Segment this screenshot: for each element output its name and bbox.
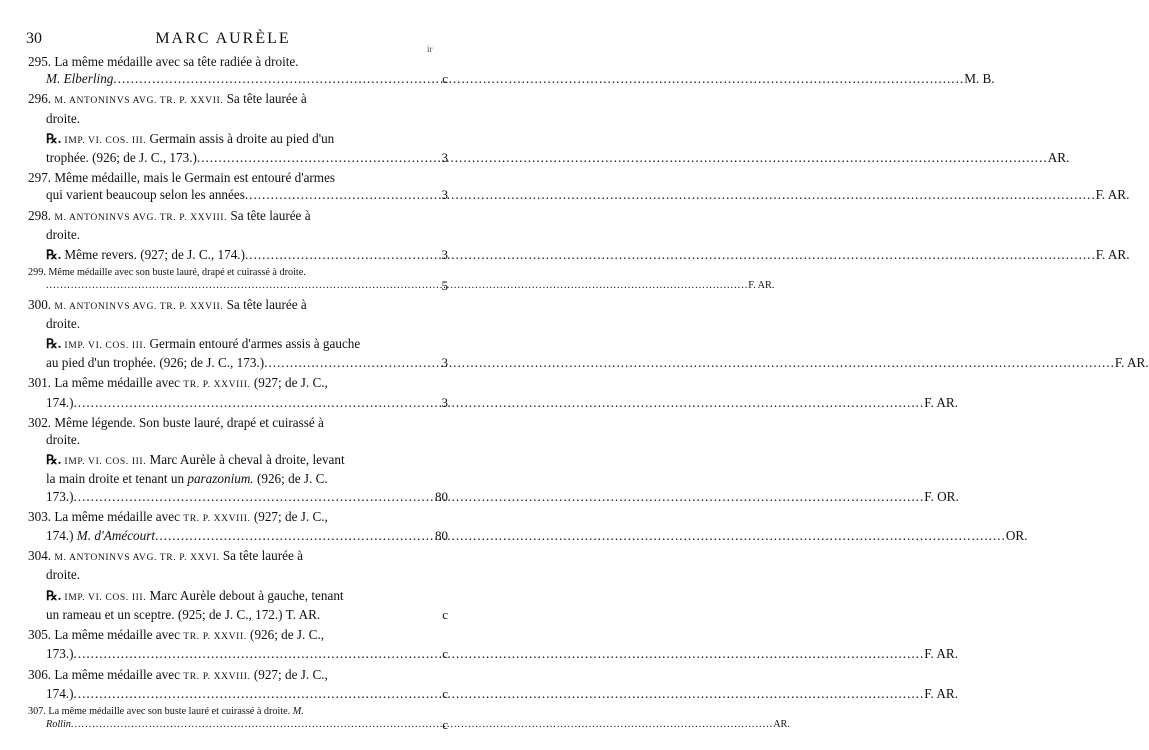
line-text xyxy=(46,226,410,243)
rarity-value: 5 xyxy=(441,278,448,294)
entry-number: 298. xyxy=(28,207,55,223)
catalogue-entry xyxy=(28,130,1070,166)
entry-line xyxy=(28,278,775,294)
italic-text: M. xyxy=(292,705,304,717)
description-text: trophée. (926; de J. C., 173.) xyxy=(46,150,197,166)
description-text: Sa tête laurée à xyxy=(219,548,303,564)
reverse-symbol: ℞. xyxy=(46,587,65,603)
line-text xyxy=(46,315,410,332)
description-text: Même médaille avec son buste lauré, drapé et cuirassé à droite. xyxy=(48,267,306,279)
line-text xyxy=(46,566,410,583)
entry-line xyxy=(28,315,410,332)
price-value: F. AR. xyxy=(924,394,959,410)
line-text xyxy=(28,666,410,685)
coin-legend: TR. P. XXVIII. xyxy=(183,512,251,524)
line-text xyxy=(46,335,410,354)
description-text: La même médaille avec son buste lauré et cuirassé à droite. xyxy=(48,705,293,717)
entry-line xyxy=(28,226,410,243)
line-text xyxy=(46,527,155,544)
description-text: Même revers. (927; de J. C., 174.) xyxy=(64,247,245,263)
entry-number: 303. xyxy=(28,508,55,524)
line-text xyxy=(28,296,410,315)
leader-dots xyxy=(73,685,924,702)
catalogue-entry xyxy=(28,626,959,662)
coin-legend: IMP. VI. COS. III. xyxy=(64,340,147,352)
line-text xyxy=(46,394,73,411)
catalogue-entry xyxy=(28,90,410,126)
line-text xyxy=(28,90,410,109)
entry-line xyxy=(28,488,959,505)
rarity-value: c xyxy=(442,646,448,662)
price-value: F. OR. xyxy=(924,488,959,504)
entry-line xyxy=(28,186,1130,203)
description-text: Germain entouré d'armes assis à gauche xyxy=(146,336,361,352)
entry-line xyxy=(28,169,410,186)
catalogue-entry xyxy=(28,705,790,733)
description-text: La même médaille avec sa tête radiée à droite. xyxy=(54,54,299,69)
description-text: au pied d'un trophée. (926; de J. C., 173.) xyxy=(46,355,265,371)
catalogue-entry xyxy=(28,246,1130,263)
rarity-value: c xyxy=(442,71,448,87)
running-title: MARC AURÈLE xyxy=(155,30,291,47)
entry-number: 295. xyxy=(28,54,55,69)
line-text xyxy=(28,266,410,279)
description-text: droite. xyxy=(46,226,81,242)
catalogue-entries xyxy=(28,53,1149,734)
entry-line xyxy=(28,705,410,718)
line-text xyxy=(46,149,197,166)
description-text: Germain assis à droite au pied d'un xyxy=(146,130,335,146)
rarity-value: 80 xyxy=(435,488,448,504)
price-value: F. AR. xyxy=(1095,187,1130,203)
catalogue-entry xyxy=(28,296,410,332)
description-text: La même médaille avec xyxy=(54,375,184,391)
rarity-value: 3 xyxy=(441,394,448,410)
catalogue-entry xyxy=(28,266,775,294)
catalogue-entry xyxy=(28,207,410,243)
entry-number: 306. xyxy=(28,666,55,682)
reverse-symbol: ℞. xyxy=(46,247,65,263)
leader-dots xyxy=(245,246,1096,263)
catalogue-entry xyxy=(28,451,959,505)
rarity-value: c xyxy=(442,717,448,733)
entry-line xyxy=(28,414,410,431)
catalogue-entry xyxy=(28,547,410,583)
rarity-value: c xyxy=(442,685,448,701)
leader-dots xyxy=(264,354,1115,371)
description-text: Même légende. Son buste lauré, drapé et cuirassé à xyxy=(54,414,324,430)
line-text xyxy=(28,374,410,393)
line-text xyxy=(28,547,410,566)
line-text xyxy=(46,718,71,731)
entry-line xyxy=(28,587,410,606)
entry-number: 299. xyxy=(28,267,49,279)
coin-legend: M. ANTONINVS AVG. TR. P. XXVI. xyxy=(54,552,220,564)
collection-name: Rollin xyxy=(46,719,71,731)
line-text xyxy=(46,451,410,470)
coin-legend: M. ANTONINVS AVG. TR. P. XXVIII. xyxy=(54,211,228,223)
description-text: La même médaille avec xyxy=(54,666,184,682)
line-text xyxy=(46,587,410,606)
coin-legend: TR. P. XXVII. xyxy=(183,631,247,643)
catalogue-entry xyxy=(28,414,410,448)
price-value: F. AR. xyxy=(924,685,959,701)
line-text xyxy=(46,685,73,702)
line-text xyxy=(46,246,245,263)
entry-line xyxy=(28,717,790,733)
line-text xyxy=(46,606,410,623)
line-text xyxy=(46,130,410,149)
entry-line xyxy=(28,70,995,87)
line-text xyxy=(46,110,410,127)
description-text: (927; de J. C., xyxy=(250,375,328,391)
rarity-value: c xyxy=(442,606,448,622)
coin-legend: M. ANTONINVS AVG. TR. P. XXVII. xyxy=(54,95,224,107)
entry-line xyxy=(28,90,410,109)
line-text xyxy=(46,431,410,448)
catalogue-entry xyxy=(28,335,1149,371)
entry-line xyxy=(28,508,410,527)
description-text: (926; de J. C., xyxy=(246,627,325,643)
description-text: Sa tête laurée à xyxy=(223,91,307,107)
line-text xyxy=(46,354,264,371)
entry-number: 307. xyxy=(28,705,49,717)
line-text xyxy=(28,705,410,718)
description-text: Sa tête laurée à xyxy=(227,207,311,223)
rarity-value: 3 xyxy=(441,187,448,203)
entry-line xyxy=(28,606,448,623)
catalogue-entry xyxy=(28,169,1130,203)
line-text xyxy=(46,488,73,505)
description-text: droite. xyxy=(46,432,81,448)
italic-text: parazonium. xyxy=(187,471,254,487)
leader-dots xyxy=(113,70,964,87)
coin-legend: IMP. VI. COS. III. xyxy=(64,591,147,603)
line-text xyxy=(28,626,410,645)
entry-number: 301. xyxy=(28,375,55,391)
reverse-symbol: ℞. xyxy=(46,130,65,146)
price-value: F. AR. xyxy=(1114,355,1149,371)
running-header xyxy=(0,30,446,52)
price-value: F. AR. xyxy=(924,646,959,662)
description-text: Sa tête laurée à xyxy=(223,296,307,312)
leader-dots xyxy=(155,527,1006,544)
description-text: (926; de J. C. xyxy=(253,471,328,487)
description-text: 173.) xyxy=(46,488,74,504)
entry-line xyxy=(28,666,410,685)
leader-dots xyxy=(73,645,924,662)
description-text: droite. xyxy=(46,110,81,126)
coin-legend: IMP. VI. COS. III. xyxy=(64,456,147,468)
coin-legend: TR. P. XXVIII. xyxy=(183,379,251,391)
line-text xyxy=(28,207,410,226)
line-text xyxy=(28,169,410,186)
leader-dots xyxy=(73,394,924,411)
leader-dots xyxy=(46,279,748,292)
entry-line xyxy=(28,130,410,149)
line-text xyxy=(46,70,113,87)
line-text xyxy=(46,186,245,203)
entry-line xyxy=(28,470,410,487)
entry-number: 305. xyxy=(28,627,55,643)
line-text xyxy=(46,470,410,487)
entry-line xyxy=(28,451,410,470)
description-text: (927; de J. C., xyxy=(250,508,328,524)
page-number: 30 xyxy=(26,30,42,47)
line-text xyxy=(28,508,410,527)
leader-dots xyxy=(197,149,1048,166)
entry-number: 300. xyxy=(28,296,55,312)
price-value: F. AR. xyxy=(1095,247,1130,263)
edge-mark: ir xyxy=(427,44,433,54)
coin-legend: IMP. VI. COS. III. xyxy=(64,134,147,146)
entry-line xyxy=(28,246,1130,263)
catalogue-entry xyxy=(28,374,959,410)
entry-line xyxy=(28,431,410,448)
catalogue-entry xyxy=(28,666,959,702)
entry-line xyxy=(28,354,1149,371)
entry-number: 302. xyxy=(28,414,55,430)
italic-text: M. d'Amécourt xyxy=(76,528,156,544)
line-text xyxy=(28,53,410,70)
entry-line xyxy=(28,527,1028,544)
description-text: La même médaille avec xyxy=(54,627,184,643)
coin-legend: TR. P. XXVIII. xyxy=(183,670,251,682)
description-text: qui varient beaucoup selon les années xyxy=(46,187,245,203)
entry-line xyxy=(28,547,410,566)
entry-number: 296. xyxy=(28,91,55,107)
entry-line xyxy=(28,149,1070,166)
description-text: la main droite et tenant un xyxy=(46,471,188,487)
entry-line xyxy=(28,626,410,645)
description-text: 174.) xyxy=(46,685,74,701)
line-text xyxy=(46,645,73,662)
description-text: La même médaille avec xyxy=(54,508,184,524)
entry-number: 297. xyxy=(28,170,55,186)
entry-line xyxy=(28,335,410,354)
description-text: (927; de J. C., xyxy=(250,666,328,682)
entry-line xyxy=(28,207,410,226)
description-text: Marc Aurèle à cheval à droite, levant xyxy=(146,452,345,468)
price-value: M. B. xyxy=(964,71,995,87)
entry-line xyxy=(28,566,410,583)
catalogue-entry xyxy=(28,53,995,87)
catalogue-entry xyxy=(28,508,1028,544)
description-text: Marc Aurèle debout à gauche, tenant xyxy=(146,587,344,603)
entry-line xyxy=(28,53,410,70)
entry-line xyxy=(28,266,410,279)
price-value: AR. xyxy=(773,719,790,731)
entry-line xyxy=(28,296,410,315)
price-value: AR. xyxy=(1047,150,1070,166)
description-text: un rameau et un sceptre. (925; de J. C., 172.) T. AR. xyxy=(46,606,321,622)
rarity-value: 3 xyxy=(441,247,448,263)
entry-line xyxy=(28,110,410,127)
rarity-value: 3 xyxy=(441,150,448,166)
description-text: 174.) xyxy=(46,528,77,544)
line-text xyxy=(28,414,410,431)
entry-line xyxy=(28,685,959,702)
price-value: F. AR. xyxy=(748,280,775,292)
reverse-symbol: ℞. xyxy=(46,336,65,352)
leader-dots xyxy=(73,488,924,505)
rarity-value: 80 xyxy=(435,528,448,544)
leader-dots xyxy=(245,186,1096,203)
description-text: droite. xyxy=(46,567,81,583)
entry-line xyxy=(28,645,959,662)
description-text: Même médaille, mais le Germain est entouré d'armes xyxy=(54,170,336,186)
catalogue-entry xyxy=(28,587,448,623)
entry-line xyxy=(28,374,410,393)
rarity-value: 3 xyxy=(441,355,448,371)
coin-legend: M. ANTONINVS AVG. TR. P. XXVII. xyxy=(54,300,224,312)
description-text: 173.) xyxy=(46,646,74,662)
collection-name: M. Elberling xyxy=(46,71,114,87)
entry-number: 304. xyxy=(28,548,55,564)
reverse-symbol: ℞. xyxy=(46,452,65,468)
description-text: droite. xyxy=(46,315,81,331)
description-text: 174.) xyxy=(46,394,74,410)
price-value: OR. xyxy=(1005,528,1028,544)
entry-line xyxy=(28,394,959,411)
